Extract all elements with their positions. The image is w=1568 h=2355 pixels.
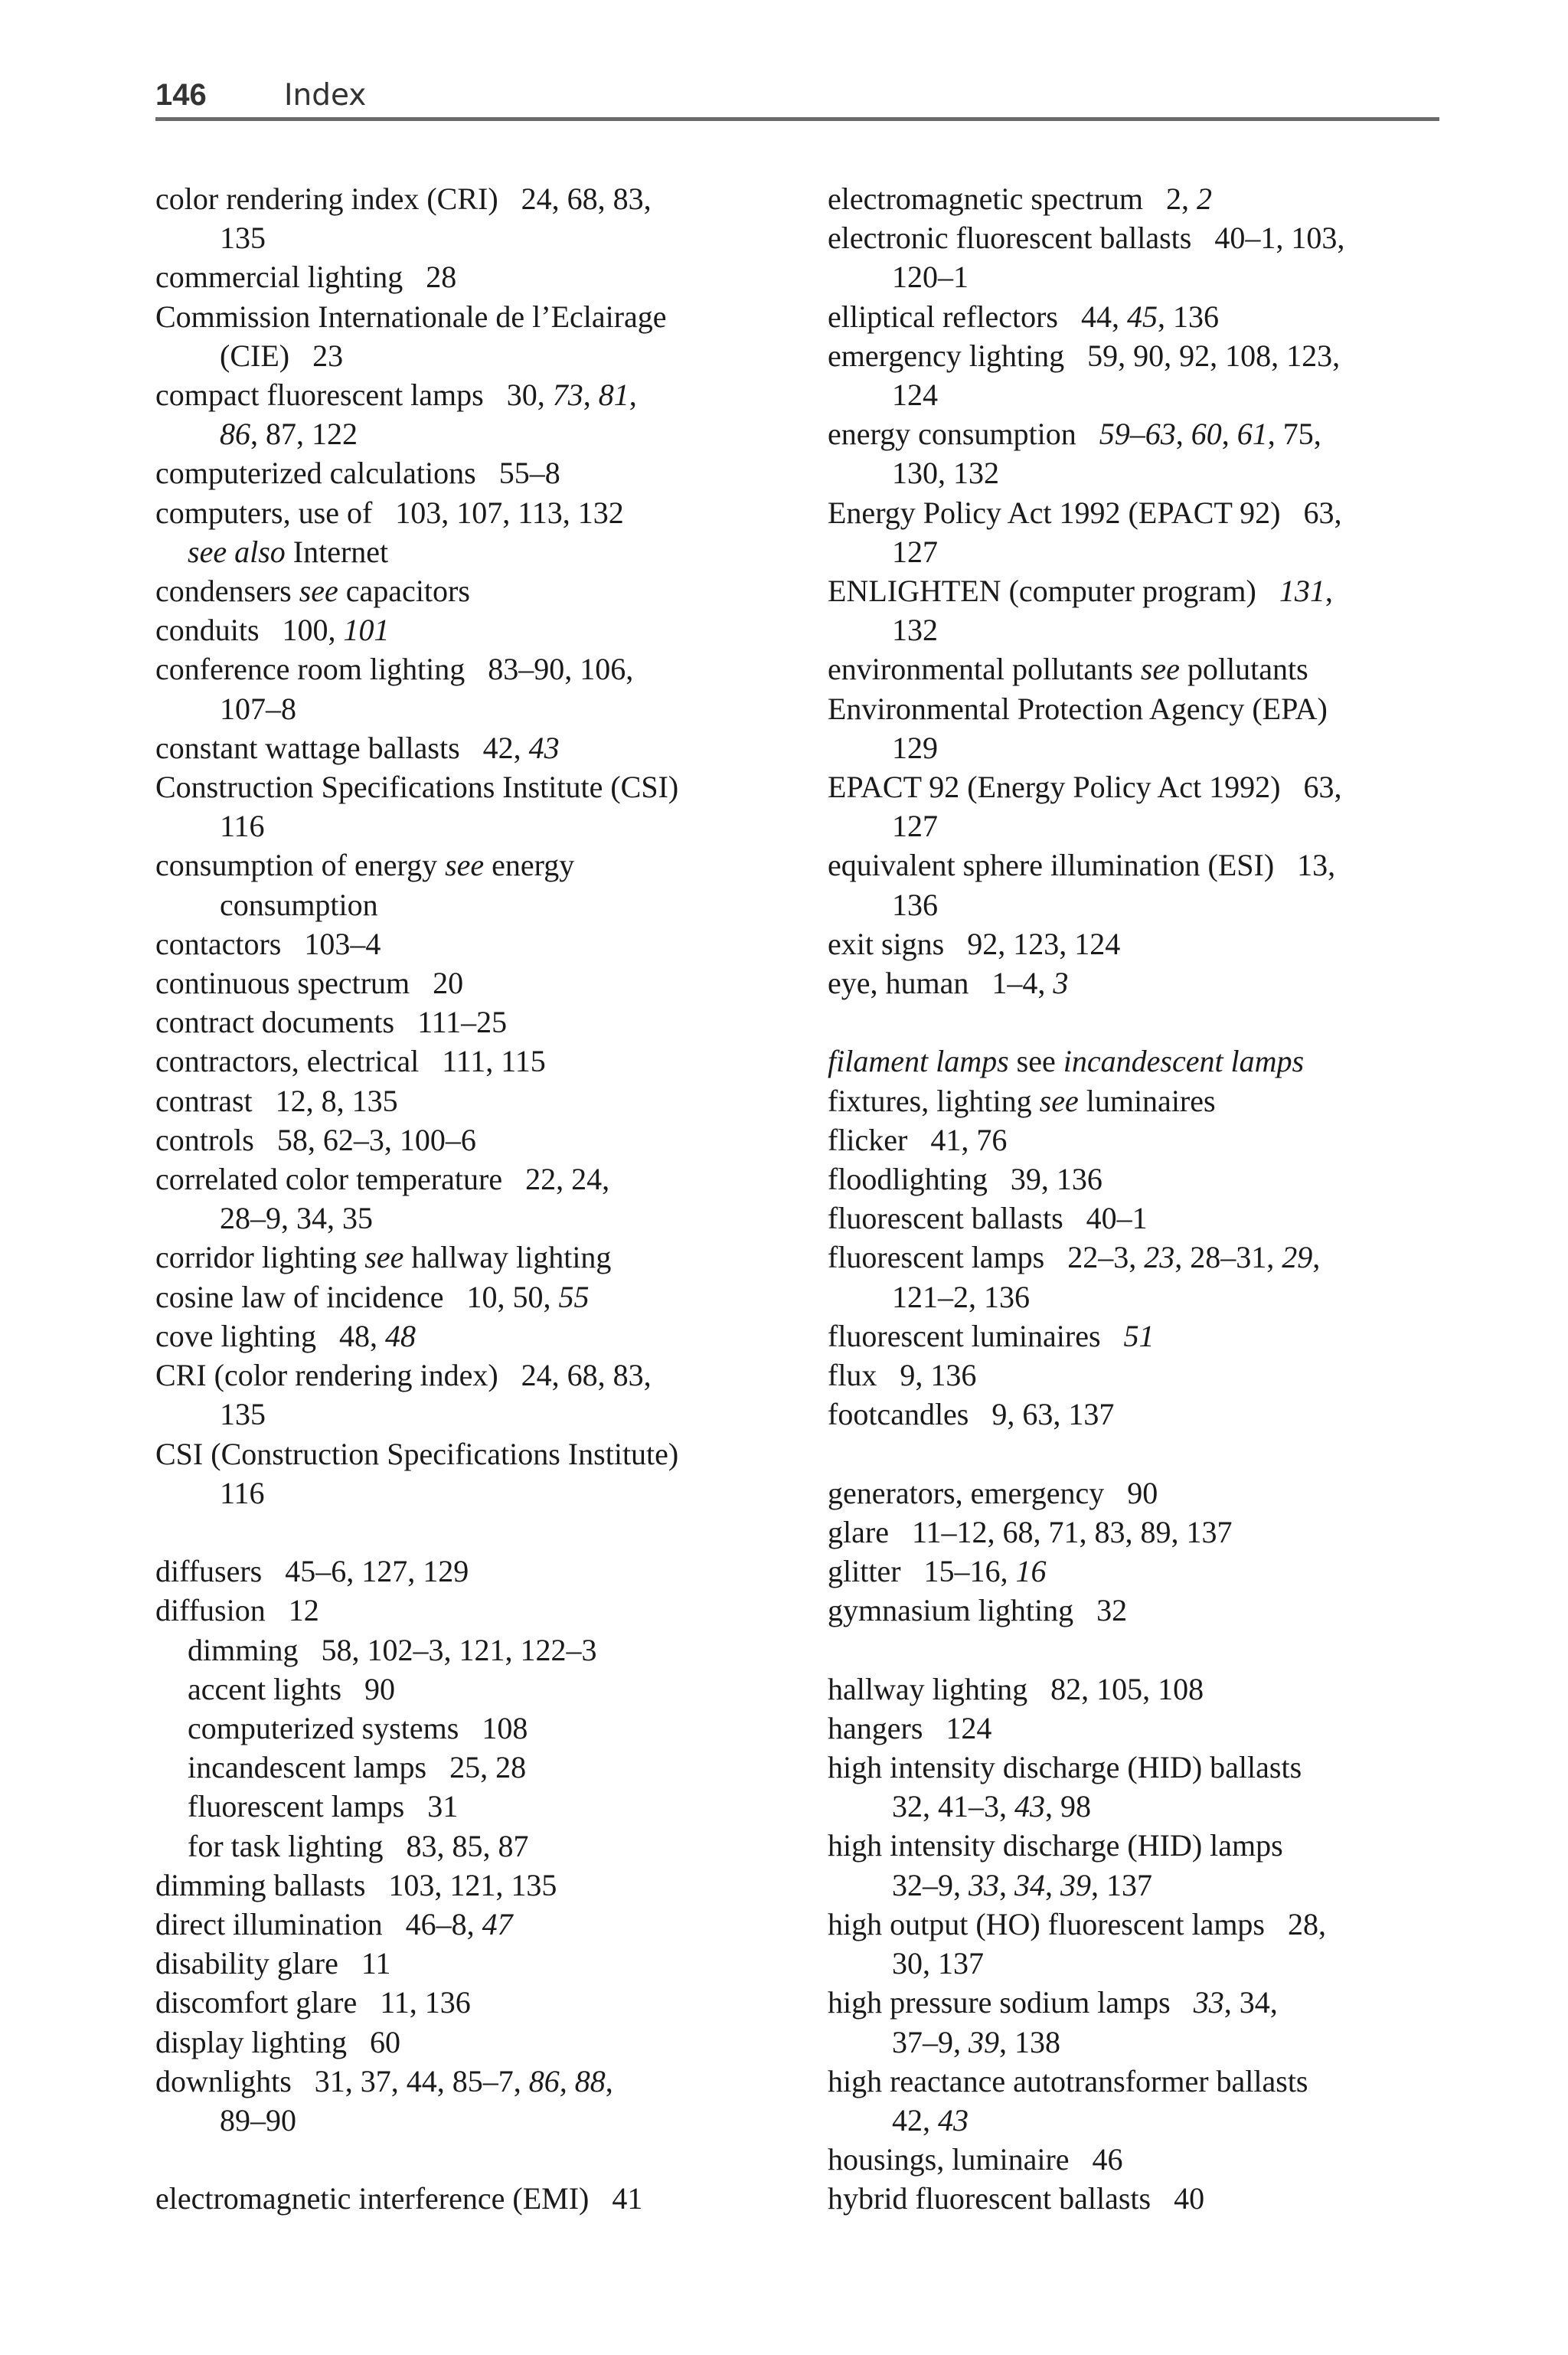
- index-entry: [828, 1081, 1448, 1120]
- index-text: luminaires: [1078, 1083, 1216, 1118]
- index-text: for task lighting 83, 85, 87: [188, 1828, 529, 1863]
- index-text: , 87, 122: [250, 417, 358, 452]
- index-text: , 28–31,: [1174, 1240, 1282, 1275]
- index-text: continuous spectrum 20: [155, 966, 464, 1001]
- index-text: Commission Internationale de l’Eclairage: [155, 299, 667, 334]
- index-italic-text: 73: [552, 378, 583, 413]
- index-entry: [155, 179, 768, 218]
- index-text: computerized calculations 55–8: [155, 456, 560, 491]
- index-entry: [155, 2023, 768, 2062]
- index-text: consumption: [220, 887, 378, 922]
- index-entry: [828, 1552, 1448, 1591]
- index-italic-text: 43: [528, 730, 560, 765]
- index-text: 107–8: [220, 691, 296, 726]
- index-text: fluorescent luminaires: [828, 1318, 1124, 1353]
- page-number: 146: [155, 78, 207, 112]
- index-text: floodlighting 39, 136: [828, 1162, 1102, 1197]
- header-rule: [155, 117, 1439, 121]
- index-text: Energy Policy Act 1992 (EPACT 92) 63,: [828, 495, 1342, 530]
- index-entry: [828, 963, 1448, 1003]
- index-text: discomfort glare 11, 136: [155, 1985, 471, 2020]
- index-italic-text: 29: [1282, 1240, 1313, 1275]
- index-entry: [828, 1591, 1448, 1630]
- index-entry: [828, 414, 1448, 453]
- index-italic-text: see: [299, 574, 338, 609]
- index-text: computerized systems 108: [188, 1710, 528, 1745]
- index-entry-continuation: [220, 806, 768, 846]
- index-text: high pressure sodium lamps: [828, 1985, 1194, 2020]
- index-entry-continuation: [892, 1277, 1448, 1317]
- index-entry-continuation: [892, 1866, 1448, 1905]
- index-entry-continuation: [892, 610, 1448, 649]
- index-text: conduits 100,: [155, 613, 344, 648]
- index-text: commercial lighting 28: [155, 260, 457, 295]
- index-entry-continuation: [892, 2023, 1448, 2062]
- index-italic-text: 39: [1060, 1867, 1091, 1902]
- index-text: ,: [1325, 574, 1333, 609]
- index-entry: [828, 1905, 1448, 1944]
- index-text: fluorescent lamps 22–3,: [828, 1240, 1145, 1275]
- index-text: CSI (Construction Specifications Institute): [155, 1436, 679, 1471]
- index-text: ,: [583, 378, 599, 413]
- index-entry: [828, 1356, 1448, 1395]
- index-text: ENLIGHTEN (computer program): [828, 574, 1279, 609]
- index-italic-text: 51: [1123, 1318, 1155, 1353]
- index-text: CRI (color rendering index) 24, 68, 83,: [155, 1358, 652, 1393]
- index-text: cosine law of incidence 10, 50,: [155, 1279, 559, 1314]
- index-text: eye, human 1–4,: [828, 966, 1054, 1001]
- index-text: , 98: [1045, 1789, 1091, 1824]
- index-text: computers, use of 103, 107, 113, 132: [155, 495, 624, 530]
- index-entry: [828, 1474, 1448, 1513]
- index-text: ,: [1175, 417, 1191, 452]
- index-text: constant wattage ballasts 42,: [155, 730, 529, 765]
- index-text: pollutants: [1179, 652, 1308, 687]
- index-text: correlated color temperature 22, 24,: [155, 1162, 610, 1197]
- index-italic-text: 33: [1193, 1985, 1224, 2020]
- index-entry: [155, 846, 768, 885]
- index-entry: [828, 1317, 1448, 1356]
- index-text: high reactance autotransformer ballasts: [828, 2063, 1308, 2098]
- index-text: high intensity discharge (HID) ballasts: [828, 1750, 1302, 1785]
- index-text: fixtures, lighting: [828, 1083, 1040, 1118]
- index-text: 30, 137: [892, 1946, 984, 1981]
- index-entry: [155, 1944, 768, 1983]
- index-text: compact fluorescent lamps 30,: [155, 378, 553, 413]
- index-entry-continuation: [892, 532, 1448, 571]
- index-entry-continuation: [892, 1787, 1448, 1826]
- index-entry: [828, 336, 1448, 375]
- index-italic-text: 16: [1015, 1554, 1047, 1589]
- index-italic-text: 47: [482, 1906, 513, 1941]
- index-text: electromagnetic spectrum 2,: [828, 182, 1197, 216]
- index-entry-continuation: [892, 375, 1448, 414]
- index-text: 116: [220, 809, 265, 844]
- index-text: flux 9, 136: [828, 1358, 977, 1393]
- index-text: ,: [605, 2063, 613, 2098]
- index-text: see: [1008, 1044, 1063, 1079]
- index-text: direct illumination 46–8,: [155, 1906, 482, 1941]
- index-subentry: [188, 1670, 768, 1709]
- index-text: 37–9,: [892, 2024, 969, 2059]
- index-text: housings, luminaire 46: [828, 2142, 1123, 2177]
- index-text: 32–9,: [892, 1867, 969, 1902]
- index-entry-continuation: [892, 1944, 1448, 1983]
- index-subentry: [188, 1827, 768, 1866]
- index-entry: [828, 2062, 1448, 2101]
- index-entry: [155, 2179, 768, 2218]
- index-entry: [828, 493, 1448, 532]
- index-text: 135: [220, 221, 266, 256]
- index-italic-text: 2: [1197, 182, 1213, 216]
- index-text: glitter 15–16,: [828, 1554, 1016, 1589]
- index-entry: [828, 179, 1448, 218]
- index-entry: [155, 1317, 768, 1356]
- index-text: energy: [484, 848, 575, 883]
- index-entry: [155, 767, 768, 806]
- index-text: hybrid fluorescent ballasts 40: [828, 2181, 1205, 2216]
- index-text: footcandles 9, 63, 137: [828, 1397, 1115, 1432]
- index-text: equivalent sphere illumination (ESI) 13,: [828, 848, 1336, 883]
- index-entry-continuation: [892, 257, 1448, 296]
- index-text: 116: [220, 1475, 265, 1510]
- index-entry: [828, 1709, 1448, 1748]
- index-entry-continuation: [892, 2101, 1448, 2140]
- index-entry: [828, 1238, 1448, 1277]
- index-text: 28–9, 34, 35: [220, 1201, 373, 1236]
- index-entry-continuation: [220, 2101, 768, 2140]
- index-entry: [155, 1120, 768, 1160]
- index-text: contractors, electrical 111, 115: [155, 1044, 546, 1079]
- index-entry: [155, 1434, 768, 1474]
- index-entry-continuation: [220, 1199, 768, 1238]
- index-text: diffusion 12: [155, 1593, 319, 1628]
- running-header: [155, 70, 1439, 123]
- index-entry-continuation: [892, 885, 1448, 924]
- index-entry-continuation: [220, 218, 768, 257]
- index-italic-text: 34: [1014, 1867, 1045, 1902]
- index-entry: [828, 1120, 1448, 1160]
- index-text: , 138: [999, 2024, 1060, 2059]
- index-text: , 75,: [1267, 417, 1321, 452]
- index-entry: [155, 924, 768, 963]
- index-italic-text: 3: [1053, 966, 1069, 1001]
- index-text: accent lights 90: [188, 1671, 396, 1706]
- index-text: Construction Specifications Institute (CSI): [155, 770, 679, 805]
- index-entry: [828, 1670, 1448, 1709]
- index-text: hangers 124: [828, 1710, 992, 1745]
- index-entry: [155, 1905, 768, 1944]
- index-entry: [155, 1238, 768, 1277]
- index-text: Internet: [285, 534, 389, 569]
- index-text: exit signs 92, 123, 124: [828, 926, 1121, 961]
- index-entry: [828, 2179, 1448, 2218]
- index-italic-text: 86: [220, 417, 250, 452]
- index-italic-text: 23: [1144, 1240, 1175, 1275]
- index-text: controls 58, 62–3, 100–6: [155, 1122, 476, 1157]
- index-italic-text: see: [445, 848, 485, 883]
- index-text: 121–2, 136: [892, 1279, 1030, 1314]
- index-entry-continuation: [220, 689, 768, 728]
- index-entry-continuation: [892, 728, 1448, 767]
- index-column-right: [828, 179, 1448, 2219]
- index-entry: [828, 649, 1448, 689]
- index-italic-text: 61: [1236, 417, 1268, 452]
- index-italic-text: 101: [343, 613, 390, 648]
- index-text: ,: [1221, 417, 1237, 452]
- index-entry: [155, 1356, 768, 1395]
- index-text: , 137: [1091, 1867, 1152, 1902]
- index-spacer: [828, 1630, 1448, 1669]
- index-entry: [155, 728, 768, 767]
- index-text: , 34,: [1223, 1985, 1278, 2020]
- index-text: diffusers 45–6, 127, 129: [155, 1554, 469, 1589]
- index-text: 89–90: [220, 2102, 296, 2137]
- index-entry: [155, 297, 768, 336]
- index-italic-text: 81: [598, 378, 629, 413]
- index-text: emergency lighting 59, 90, 92, 108, 123,: [828, 338, 1341, 373]
- index-text: condensers: [155, 574, 299, 609]
- index-entry-continuation: [220, 336, 768, 375]
- index-text: flicker 41, 76: [828, 1122, 1008, 1157]
- index-text: high output (HO) fluorescent lamps 28,: [828, 1906, 1326, 1941]
- index-subentry: [188, 1748, 768, 1787]
- index-text: incandescent lamps 25, 28: [188, 1750, 527, 1785]
- index-entry: [155, 257, 768, 296]
- index-entry: [828, 767, 1448, 806]
- index-text: ,: [1312, 1240, 1321, 1275]
- index-italic-text: incandescent lamps: [1063, 1044, 1305, 1079]
- index-italic-text: 43: [938, 2102, 969, 2137]
- index-text: ,: [1045, 1867, 1060, 1902]
- index-text: ,: [629, 378, 637, 413]
- index-entry: [155, 1160, 768, 1199]
- index-text: generators, emergency 90: [828, 1475, 1158, 1510]
- index-entry: [155, 1042, 768, 1081]
- index-italic-text: see: [1039, 1083, 1079, 1118]
- index-italic-text: 39: [969, 2024, 999, 2059]
- index-entry: [828, 218, 1448, 257]
- index-entry-continuation: [892, 806, 1448, 846]
- index-subentry: [188, 1709, 768, 1748]
- index-entry: [155, 1866, 768, 1905]
- index-text: consumption of energy: [155, 848, 446, 883]
- index-spacer: [828, 1003, 1448, 1042]
- index-entry: [155, 493, 768, 532]
- index-entry: [828, 2140, 1448, 2179]
- index-italic-text: 55: [558, 1279, 590, 1314]
- index-entry-continuation: [220, 414, 768, 453]
- index-text: elliptical reflectors 44,: [828, 299, 1127, 334]
- index-text: corridor lighting: [155, 1240, 365, 1275]
- index-entry-continuation: [220, 885, 768, 924]
- index-italic-text: 45: [1126, 299, 1158, 334]
- index-text: capacitors: [338, 574, 470, 609]
- index-spacer: [828, 1434, 1448, 1473]
- index-italic-text: 131: [1279, 574, 1325, 609]
- index-column-left: [155, 179, 768, 2219]
- index-entry: [155, 1081, 768, 1120]
- index-entry: [828, 297, 1448, 336]
- index-italic-text: 86, 88: [528, 2063, 606, 2098]
- running-title: Index: [284, 78, 367, 113]
- index-entry: [155, 1003, 768, 1042]
- index-text: , 136: [1157, 299, 1219, 334]
- index-text: 130, 132: [892, 456, 999, 491]
- index-text: fluorescent lamps 31: [188, 1789, 459, 1824]
- index-text: contract documents 111–25: [155, 1005, 508, 1040]
- index-entry: [155, 375, 768, 414]
- index-entry: [828, 1160, 1448, 1199]
- index-text: dimming 58, 102–3, 121, 122–3: [188, 1632, 597, 1667]
- index-text: 127: [892, 809, 938, 844]
- index-text: contactors 103–4: [155, 926, 381, 961]
- index-subentry: [188, 1787, 768, 1826]
- index-text: disability glare 11: [155, 1946, 391, 1981]
- index-italic-text: 43: [1014, 1789, 1045, 1824]
- index-entry: [828, 1042, 1448, 1081]
- index-text: glare 11–12, 68, 71, 83, 89, 137: [828, 1514, 1233, 1549]
- index-text: hallway lighting 82, 105, 108: [828, 1671, 1204, 1706]
- index-entry: [828, 1395, 1448, 1434]
- index-text: gymnasium lighting 32: [828, 1593, 1128, 1628]
- index-entry: [828, 1513, 1448, 1552]
- index-subentry: [188, 1631, 768, 1670]
- index-italic-text: 48: [384, 1318, 416, 1353]
- index-text: hallway lighting: [403, 1240, 612, 1275]
- index-entry-continuation: [220, 1395, 768, 1434]
- index-text: 135: [220, 1397, 266, 1432]
- index-text: environmental pollutants: [828, 652, 1141, 687]
- index-italic-text: filament lamps: [828, 1044, 1009, 1079]
- index-text: 120–1: [892, 260, 969, 295]
- index-entry: [828, 1199, 1448, 1238]
- index-spacer: [155, 1513, 768, 1552]
- index-entry: [828, 1826, 1448, 1865]
- index-text: ,: [999, 1867, 1014, 1902]
- index-text: 32, 41–3,: [892, 1789, 1014, 1824]
- index-text: electronic fluorescent ballasts 40–1, 103,: [828, 221, 1345, 256]
- index-italic-text: see also: [188, 534, 286, 569]
- index-text: 129: [892, 730, 938, 765]
- index-entry: [828, 689, 1448, 728]
- index-entry: [155, 963, 768, 1003]
- index-entry: [828, 1983, 1448, 2022]
- index-text: color rendering index (CRI) 24, 68, 83,: [155, 182, 652, 216]
- index-entry-continuation: [220, 1474, 768, 1513]
- index-text: 132: [892, 613, 938, 648]
- index-entry: [155, 1591, 768, 1630]
- index-text: energy consumption: [828, 417, 1099, 452]
- index-text: contrast 12, 8, 135: [155, 1083, 398, 1118]
- index-entry: [155, 1983, 768, 2022]
- index-text: high intensity discharge (HID) lamps: [828, 1828, 1283, 1863]
- index-entry: [155, 453, 768, 492]
- index-italic-text: 59–63: [1099, 417, 1176, 452]
- index-text: electromagnetic interference (EMI) 41: [155, 2181, 643, 2216]
- index-spacer: [155, 2140, 768, 2179]
- index-entry: [155, 1552, 768, 1591]
- index-text: (CIE) 23: [220, 338, 344, 373]
- index-text: 124: [892, 378, 938, 413]
- index-italic-text: 33: [969, 1867, 999, 1902]
- index-entry: [155, 2062, 768, 2101]
- index-entry: [155, 571, 768, 610]
- index-text: dimming ballasts 103, 121, 135: [155, 1867, 557, 1902]
- index-text: 42,: [892, 2102, 938, 2137]
- index-italic-text: see: [364, 1240, 404, 1275]
- index-entry: [828, 846, 1448, 885]
- index-entry: [828, 1748, 1448, 1787]
- index-text: conference room lighting 83–90, 106,: [155, 652, 634, 687]
- index-text: Environmental Protection Agency (EPA): [828, 691, 1328, 726]
- index-text: cove lighting 48,: [155, 1318, 385, 1353]
- index-entry: [155, 610, 768, 649]
- index-entry: [155, 1277, 768, 1317]
- index-text: EPACT 92 (Energy Policy Act 1992) 63,: [828, 770, 1342, 805]
- index-italic-text: 60: [1191, 417, 1222, 452]
- index-text: 127: [892, 534, 938, 569]
- index-entry-continuation: [892, 453, 1448, 492]
- index-entry: [155, 649, 768, 689]
- index-text: display lighting 60: [155, 2024, 400, 2059]
- index-text: fluorescent ballasts 40–1: [828, 1201, 1148, 1236]
- index-text: 136: [892, 887, 938, 922]
- index-entry: [828, 571, 1448, 610]
- index-text: downlights 31, 37, 44, 85–7,: [155, 2063, 529, 2098]
- index-subentry: [188, 532, 768, 571]
- index-italic-text: see: [1140, 652, 1180, 687]
- index-entry: [828, 924, 1448, 963]
